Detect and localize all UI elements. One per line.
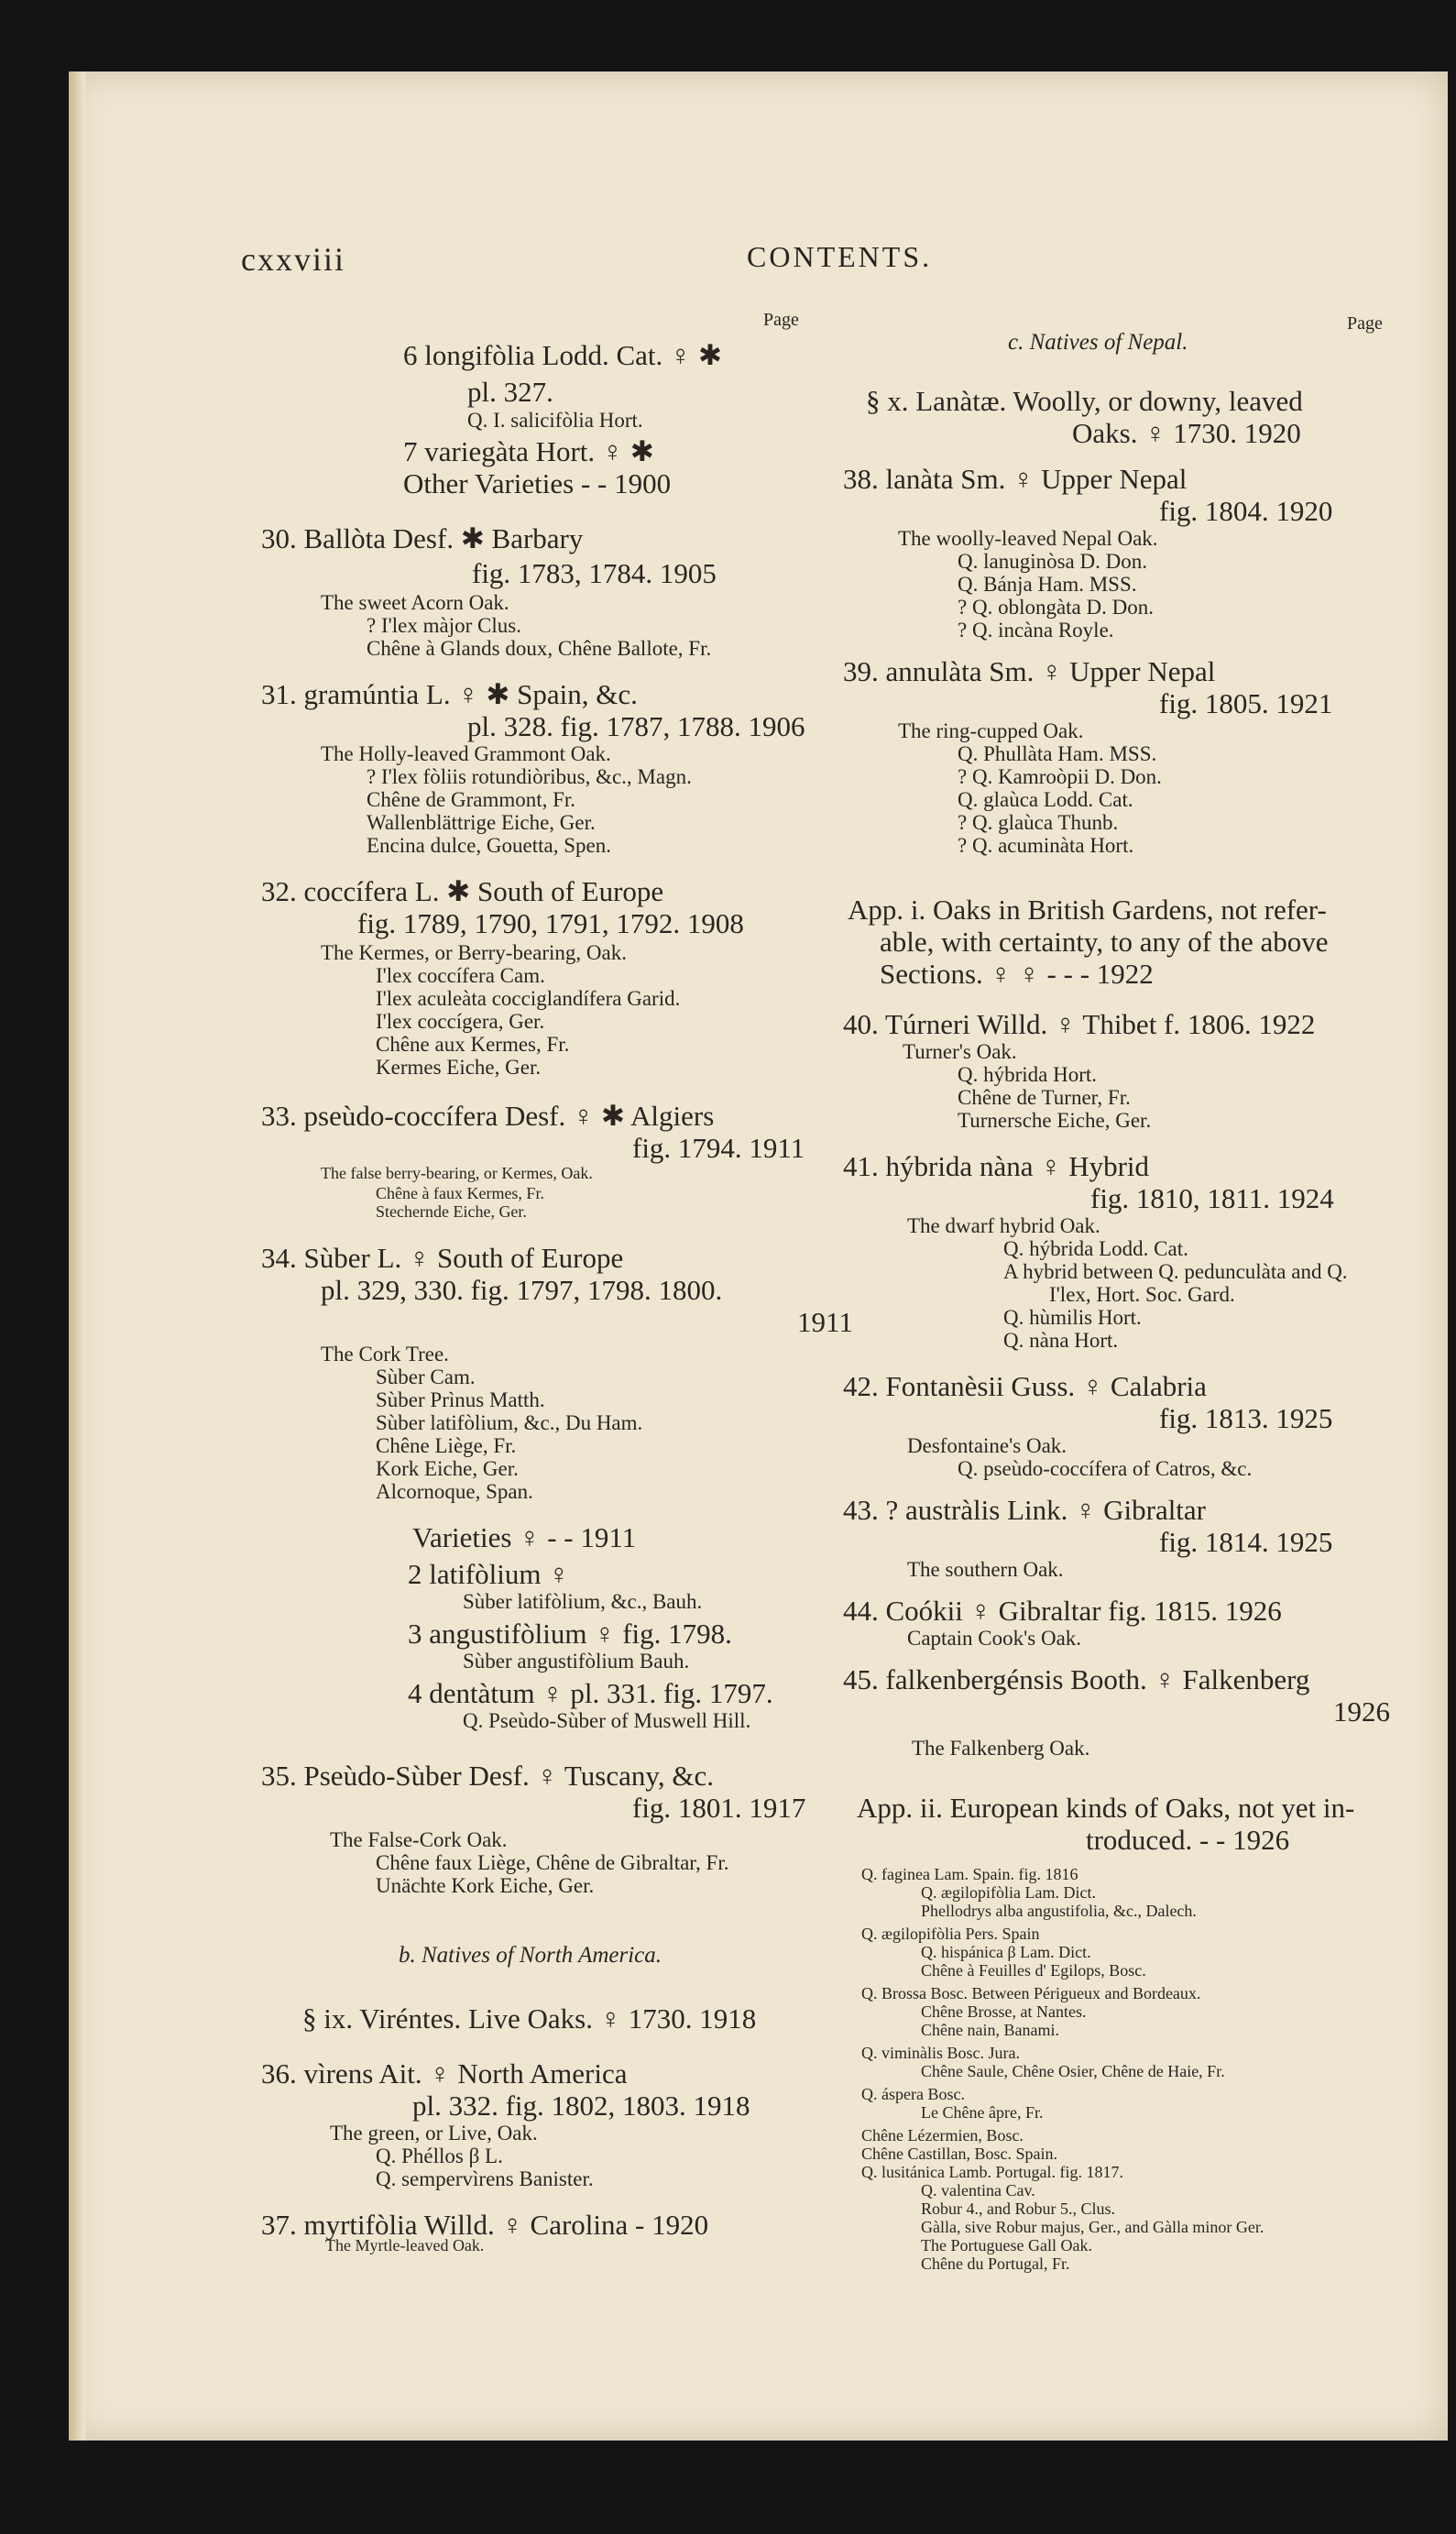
left-column-line: 36. vìrens Ait. ♀ North America (261, 2057, 628, 2090)
right-column-line: 41. hýbrida nàna ♀ Hybrid (843, 1150, 1150, 1182)
right-column-line: ? Q. acuminàta Hort. (958, 834, 1134, 857)
left-column-line: Kork Eiche, Ger. (376, 1457, 519, 1480)
right-column-line: I'lex, Hort. Soc. Gard. (1049, 1283, 1235, 1306)
left-column-line: 35. Pseùdo-Sùber Desf. ♀ Tuscany, &c. (261, 1760, 714, 1792)
left-column-line: The sweet Acorn Oak. (321, 591, 509, 614)
left-column-line: Sùber angustifòlium Bauh. (463, 1650, 690, 1673)
left-column-line: fig. 1794. 1911 (632, 1132, 805, 1164)
left-column-line: The green, or Live, Oak. (330, 2122, 538, 2145)
left-column-line: Chêne à faux Kermes, Fr. (376, 1184, 544, 1202)
right-column-line: Q. viminàlis Bosc. Jura. (861, 2044, 1020, 2062)
running-title: CONTENTS. (747, 240, 933, 273)
left-column-line: Q. Phéllos β L. (376, 2145, 503, 2167)
right-column-line: Turnersche Eiche, Ger. (958, 1109, 1152, 1132)
left-column-line: I'lex aculeàta cocciglandífera Garid. (376, 987, 681, 1010)
left-column-line: The Cork Tree. (321, 1343, 449, 1366)
left-column-line: Q. I. salicifòlia Hort. (467, 409, 643, 432)
page-number: cxxviii (241, 241, 345, 278)
left-column-line: 37. myrtifòlia Willd. ♀ Carolina - 1920 (261, 2209, 709, 2241)
left-column-line: Chêne aux Kermes, Fr. (376, 1033, 570, 1056)
right-column-line: Q. áspera Bosc. (861, 2085, 965, 2103)
right-column-line: Q. ægilopifòlia Pers. Spain (861, 1925, 1040, 1943)
right-column-line: Sections. ♀ ♀ - - - 1922 (880, 958, 1154, 990)
right-column-line: Q. lusitánica Lamb. Portugal. fig. 1817. (861, 2163, 1123, 2181)
left-column-line: Kermes Eiche, Ger. (376, 1056, 542, 1079)
left-column-line: The False-Cork Oak. (330, 1828, 508, 1851)
right-column-line: ? Q. incàna Royle. (958, 619, 1114, 642)
left-column-line: pl. 327. (467, 376, 553, 408)
right-column-line: Chêne Brosse, at Nantes. (921, 2002, 1087, 2021)
right-column-line: c. Natives of Nepal. (1008, 330, 1188, 355)
right-column-line: Q. pseùdo-coccífera of Catros, &c. (958, 1457, 1253, 1480)
right-column-line: Q. hýbrida Hort. (958, 1063, 1098, 1086)
right-column-line: The Portuguese Gall Oak. (921, 2236, 1092, 2254)
left-column-line: pl. 329, 330. fig. 1797, 1798. 1800. (321, 1274, 723, 1306)
left-column-line: 31. gramúntia L. ♀ ✱ Spain, &c. (261, 678, 638, 710)
right-column-line: able, with certainty, to any of the above (880, 926, 1329, 958)
right-column-line: Le Chêne âpre, Fr. (921, 2103, 1044, 2122)
right-column-line: App. i. Oaks in British Gardens, not refer- (848, 894, 1327, 926)
right-column-line: The southern Oak. (907, 1558, 1064, 1581)
left-column-line: Wallenblättrige Eiche, Ger. (367, 811, 596, 834)
right-column-line: The dwarf hybrid Oak. (907, 1214, 1100, 1237)
left-column-line: Chêne Liège, Fr. (376, 1434, 517, 1457)
right-column-line: Chêne nain, Banami. (921, 2021, 1059, 2039)
page-column-label-right: Page (1347, 313, 1383, 334)
left-column-line: Chêne de Grammont, Fr. (367, 788, 576, 811)
right-column-line: 44. Coókii ♀ Gibraltar fig. 1815. 1926 (843, 1595, 1282, 1627)
left-column-line: ? I'lex màjor Clus. (367, 614, 521, 637)
right-column-line: Chêne Saule, Chêne Osier, Chêne de Haie, Fr. (921, 2062, 1225, 2080)
right-column-line: The Falkenberg Oak. (912, 1737, 1090, 1760)
page-column-label-left: Page (763, 310, 799, 330)
left-column-line: 34. Sùber L. ♀ South of Europe (261, 1242, 624, 1274)
right-column-line: Q. faginea Lam. Spain. fig. 1816 (861, 1865, 1078, 1883)
right-column-line: fig. 1805. 1921 (1159, 687, 1333, 719)
right-column-line: App. ii. European kinds of Oaks, not yet in- (857, 1792, 1355, 1824)
left-column-line: Sùber latifòlium, &c., Bauh. (463, 1590, 703, 1613)
right-column-line: 40. Túrneri Willd. ♀ Thibet f. 1806. 1922 (843, 1008, 1316, 1040)
right-column-line: The ring-cupped Oak. (898, 719, 1084, 742)
right-column-line: Chêne Castillan, Bosc. Spain. (861, 2145, 1057, 2163)
right-column-line: A hybrid between Q. pedunculàta and Q. (1003, 1260, 1348, 1283)
right-column-line: 1926 (1333, 1695, 1390, 1728)
left-column-line: Encina dulce, Gouetta, Spen. (367, 834, 611, 857)
right-column-line: Robur 4., and Robur 5., Clus. (921, 2199, 1116, 2218)
left-column-line: I'lex coccífera Cam. (376, 964, 545, 987)
right-column-line: Turner's Oak. (903, 1040, 1017, 1063)
left-column-line: I'lex coccígera, Ger. (376, 1010, 545, 1033)
left-column-line: 33. pseùdo-coccífera Desf. ♀ ✱ Algiers (261, 1100, 715, 1132)
right-column-line: fig. 1813. 1925 (1159, 1402, 1333, 1434)
left-column-line: b. Natives of North America. (399, 1943, 662, 1968)
left-column-line: Unächte Kork Eiche, Ger. (376, 1874, 595, 1897)
right-column-line: Q. hýbrida Lodd. Cat. (1003, 1237, 1188, 1260)
right-column-line: Q. hispánica β Lam. Dict. (921, 1943, 1091, 1961)
right-column-line: Desfontaine's Oak. (907, 1434, 1067, 1457)
left-column-line: The Holly-leaved Grammont Oak. (321, 742, 611, 765)
left-column-line: 1911 (797, 1306, 853, 1338)
left-column-line: fig. 1801. 1917 (632, 1792, 806, 1824)
right-column-line: § x. Lanàtæ. Woolly, or downy, leaved (866, 385, 1303, 417)
right-column-line: Q. hùmilis Hort. (1003, 1306, 1142, 1329)
right-column-line: Chêne de Turner, Fr. (958, 1086, 1131, 1109)
right-column-line: Chêne à Feuilles d' Egilops, Bosc. (921, 1961, 1146, 1980)
right-column-line: Chêne du Portugal, Fr. (921, 2254, 1070, 2273)
left-column-line: 6 longifòlia Lodd. Cat. ♀ ✱ (403, 339, 722, 371)
left-column-line: The false berry-bearing, or Kermes, Oak. (321, 1164, 593, 1182)
left-column-line: pl. 328. fig. 1787, 1788. 1906 (467, 710, 805, 742)
left-column-line: 3 angustifòlium ♀ fig. 1798. (408, 1618, 732, 1650)
right-column-line: fig. 1810, 1811. 1924 (1090, 1182, 1334, 1214)
right-column-line: fig. 1804. 1920 (1159, 495, 1333, 527)
right-column-line: Q. nàna Hort. (1003, 1329, 1119, 1352)
left-column-line: Sùber latifòlium, &c., Du Ham. (376, 1411, 643, 1434)
right-column-line: Gàlla, sive Robur majus, Ger., and Gàlla minor Ger. (921, 2218, 1264, 2236)
right-column-line: 42. Fontanèsii Guss. ♀ Calabria (843, 1370, 1207, 1402)
left-column-line: Sùber Prìnus Matth. (376, 1388, 545, 1411)
right-column-line: Q. Phullàta Ham. MSS. (958, 742, 1157, 765)
right-column-line: Q. Brossa Bosc. Between Périgueux and Bordeaux. (861, 1984, 1201, 2002)
right-column-line: 39. annulàta Sm. ♀ Upper Nepal (843, 655, 1216, 687)
left-column-line: fig. 1783, 1784. 1905 (472, 557, 717, 589)
right-column-line: ? Q. glaùca Thunb. (958, 811, 1119, 834)
left-column-line: Sùber Cam. (376, 1366, 476, 1388)
right-column-line: Q. ægilopifòlia Lam. Dict. (921, 1883, 1096, 1902)
left-column-line: Varieties ♀ - - 1911 (412, 1521, 637, 1553)
left-column-line: Q. Pseùdo-Sùber of Muswell Hill. (463, 1709, 751, 1732)
right-column-line: Captain Cook's Oak. (907, 1627, 1082, 1650)
right-column-line: Chêne Lézermien, Bosc. (861, 2126, 1024, 2145)
right-column-line: Phellodrys alba angustifolia, &c., Dalech. (921, 1902, 1197, 1920)
right-column-line: ? Q. Kamroòpii D. Don. (958, 765, 1162, 788)
right-column-line: Q. lanuginòsa D. Don. (958, 550, 1147, 573)
left-column-line: Chêne faux Liège, Chêne de Gibraltar, Fr. (376, 1851, 729, 1874)
left-column-line: 30. Ballòta Desf. ✱ Barbary (261, 522, 584, 554)
left-column-line: fig. 1789, 1790, 1791, 1792. 1908 (357, 907, 744, 939)
right-column-line: Q. Bánja Ham. MSS. (958, 573, 1137, 596)
left-column-line: Chêne à Glands doux, Chêne Ballote, Fr. (367, 637, 712, 660)
left-column-line: 2 latifòlium ♀ (408, 1558, 570, 1590)
right-column-line: Q. valentina Cav. (921, 2181, 1035, 2199)
right-column-line: 45. falkenbergénsis Booth. ♀ Falkenberg (843, 1663, 1310, 1695)
left-column-line: The Myrtle-leaved Oak. (325, 2236, 485, 2254)
left-column-line: 4 dentàtum ♀ pl. 331. fig. 1797. (408, 1677, 773, 1709)
left-column-line: § ix. Viréntes. Live Oaks. ♀ 1730. 1918 (302, 2002, 757, 2035)
right-column-line: ? Q. oblongàta D. Don. (958, 596, 1154, 619)
right-column-line: troduced. - - 1926 (1086, 1824, 1290, 1856)
left-column-line: Other Varieties - - 1900 (403, 467, 672, 499)
right-column-line: Oaks. ♀ 1730. 1920 (1072, 417, 1301, 449)
right-column-line: 43. ? austràlis Link. ♀ Gibraltar (843, 1494, 1207, 1526)
left-column-line: Stechernde Eiche, Ger. (376, 1202, 527, 1221)
page-spine-shadow (69, 71, 85, 2441)
left-column-line: 32. coccífera L. ✱ South of Europe (261, 875, 664, 907)
left-column-line: pl. 332. fig. 1802, 1803. 1918 (412, 2090, 750, 2122)
right-column-line: The woolly-leaved Nepal Oak. (898, 527, 1158, 550)
right-column-line: 38. lanàta Sm. ♀ Upper Nepal (843, 463, 1188, 495)
left-column-line: The Kermes, or Berry-bearing, Oak. (321, 941, 628, 964)
right-column-line: Q. glaùca Lodd. Cat. (958, 788, 1133, 811)
left-column-line: 7 variegàta Hort. ♀ ✱ (403, 435, 654, 467)
left-column-line: Q. sempervìrens Banister. (376, 2167, 594, 2190)
left-column-line: ? I'lex fòliis rotundiòribus, &c., Magn. (367, 765, 692, 788)
right-column-line: fig. 1814. 1925 (1159, 1526, 1333, 1558)
left-column-line: Alcornoque, Span. (376, 1480, 533, 1503)
